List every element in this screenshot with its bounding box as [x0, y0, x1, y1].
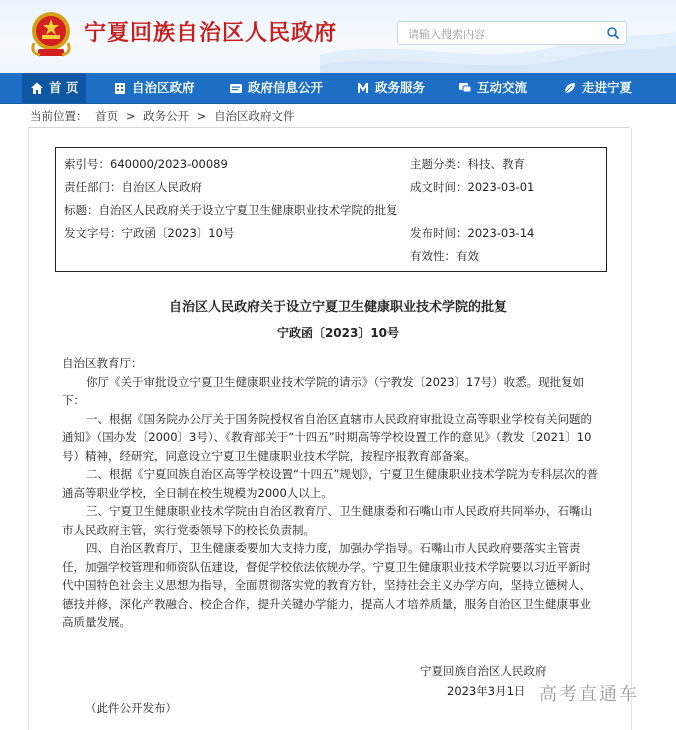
- breadcrumb-prefix: 当前位置：: [30, 109, 88, 123]
- document-number: 宁政函〔2023〕10号: [276, 326, 400, 340]
- breadcrumb-separator: >: [196, 109, 207, 123]
- nav-item-ningxia[interactable]: [563, 73, 632, 103]
- breadcrumb-item-home[interactable]: 首页: [95, 109, 119, 123]
- document-metadata-box: [55, 147, 607, 272]
- meta-index: [64, 156, 228, 172]
- meta-title-value: 自治区人民政府关于设立宁夏卫生健康职业技术学院的批复: [98, 203, 398, 217]
- meta-publish-label: 发布时间：: [410, 226, 468, 240]
- salutation: 自治区教育厅：: [62, 356, 143, 370]
- nav-item-interaction[interactable]: [458, 73, 527, 103]
- meta-date-value: 2023-03-01: [467, 180, 535, 194]
- building-icon: [113, 81, 127, 95]
- meta-dept-label: 责任部门：: [64, 180, 122, 194]
- breadcrumb-separator: >: [125, 109, 136, 123]
- meta-publish: [410, 225, 534, 241]
- meta-category-label: 主题分类：: [410, 157, 468, 171]
- meta-validity: [410, 248, 479, 264]
- breadcrumb: [30, 108, 299, 124]
- paragraph: 二、根据《宁夏回族自治区高等学校设置“十四五”规划》，宁夏卫生健康职业技术学院为专科层次的普通高等职业学校，全日制在校生规模为2000人以上。: [62, 467, 599, 500]
- meta-date: [410, 179, 534, 195]
- leaf-icon: [563, 81, 577, 95]
- meta-docno: [64, 225, 234, 241]
- site-title[interactable]: 宁夏回族自治区人民政府: [84, 21, 338, 46]
- search-box[interactable]: [397, 21, 627, 45]
- nav-item-info-disclosure[interactable]: [229, 73, 323, 103]
- publish-note: （此件公开发布）: [85, 701, 177, 715]
- search-icon[interactable]: [606, 26, 620, 40]
- meta-docno-value: 宁政函〔2023〕10号: [121, 226, 235, 240]
- meta-docno-label: 发文字号：: [64, 226, 122, 240]
- meta-date-label: 成文时间：: [410, 180, 468, 194]
- site-header: [0, 0, 676, 73]
- breadcrumb-item-public[interactable]: 政务公开: [143, 109, 190, 123]
- meta-index-value: 640000/2023-00089: [110, 157, 228, 171]
- document-title: 自治区人民政府关于设立宁夏卫生健康职业技术学院的批复: [168, 300, 507, 315]
- paragraph: 你厅《关于审批设立宁夏卫生健康职业技术学院的请示》（宁教发〔2023〕17号）收悉。现批复如下：: [62, 374, 585, 407]
- meta-title-label: 标题：: [64, 203, 99, 217]
- meta-dept-value: 自治区人民政府: [121, 180, 202, 194]
- nav-label: 互动交流: [477, 80, 528, 95]
- search-input[interactable]: [406, 25, 600, 43]
- nav-label: 自治区政府: [132, 80, 195, 95]
- document-body: [62, 354, 602, 632]
- main-nav: [0, 73, 676, 104]
- info-folder-icon: [229, 81, 243, 95]
- meta-index-label: 索引号：: [64, 157, 110, 171]
- meta-publish-value: 2023-03-14: [467, 226, 535, 240]
- paragraph: 三、宁夏卫生健康职业技术学院由自治区教育厅、卫生健康委和石嘴山市人民政府共同举办，石嘴山市人民政府主管，实行党委领导下的校长负责制。: [62, 504, 592, 537]
- meta-title: [64, 202, 398, 218]
- chat-icon: [458, 81, 472, 95]
- meta-dept: [64, 179, 202, 195]
- national-emblem-icon: [28, 9, 74, 59]
- home-icon: [30, 81, 44, 95]
- paragraph: 一、根据《国务院办公厅关于国务院授权省自治区直辖市人民政府审批设立高等职业学校有关问题的通知》（国办发〔2000〕3号）、《教育部关于“十四五”时期高等学校设置工作的意见》（教发〔2021〕10号）精神，经研究，同意设立宁夏卫生健康职业技术学院，按程序报教育部备案。: [62, 411, 592, 463]
- breadcrumb-item-files[interactable]: 自治区政府文件: [214, 109, 295, 123]
- nav-label: 首 页: [49, 80, 79, 95]
- nav-item-government[interactable]: [113, 73, 195, 103]
- paragraph: 四、自治区教育厅、卫生健康委要加大支持力度，加强办学指导。石嘴山市人民政府要落实主管责任，加强学校管理和师资队伍建设，督促学校依法依规办学。宁夏卫生健康职业技术学院要以习近平新时代中国特色社会主义思想为指导，全面贯彻落实党的教育方针，坚持社会主义办学方向，坚持立德树人、德技并修，深化产教融合、校企合作，提升关键办学能力，提高人才培养质量，服务自治区卫生健康事业高质量发展。: [62, 541, 591, 629]
- meta-category: [410, 156, 525, 172]
- service-icon: [356, 81, 370, 95]
- meta-category-value: 科技、教育: [467, 157, 525, 171]
- meta-validity-label: 有效性：: [410, 249, 456, 263]
- nav-item-services[interactable]: [356, 73, 425, 103]
- nav-item-home[interactable]: [22, 73, 86, 103]
- sign-date: 2023年3月1日: [447, 684, 526, 698]
- signer: 宁夏回族自治区人民政府: [420, 664, 547, 678]
- nav-label: 政务服务: [375, 80, 426, 95]
- watermark-text: 高考直通车: [539, 684, 639, 705]
- meta-validity-value: 有效: [456, 249, 479, 263]
- nav-label: 走进宁夏: [582, 80, 633, 95]
- nav-label: 政府信息公开: [248, 80, 324, 95]
